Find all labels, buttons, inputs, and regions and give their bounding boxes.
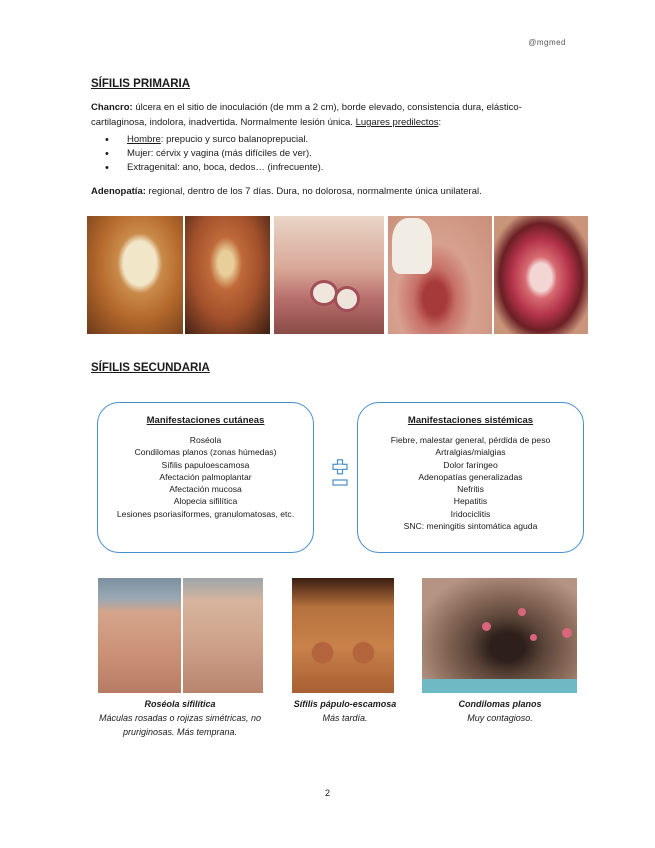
chancro-text: úlcera en el sitio de inoculación (de mm a 2 cm), borde elevado, consistencia dura, elástico-cartilaginosa, indolora, inadvertida. Normalmente lesión única. — [91, 102, 522, 128]
caption-roseola — [85, 697, 275, 739]
list-item: Nefritis — [457, 484, 484, 495]
cutaneous-list — [98, 434, 313, 520]
list-item: Roséola — [189, 435, 222, 445]
adenopatia-paragraph — [91, 184, 565, 199]
list-item: Lesiones psoriasiformes, granulomatosas, etc. — [116, 508, 295, 519]
chancre-photo-2 — [185, 216, 270, 334]
chancro-label: Chancro: — [91, 102, 133, 113]
caption-text: Máculas rosadas o rojizas simétricas, no pruriginosas. Más temprana. — [98, 713, 262, 737]
hombre-text: : prepucio y surco balanoprepucial. — [160, 134, 309, 145]
adenopatia-label: Adenopatía: — [91, 186, 146, 197]
roseola-photo-2 — [183, 578, 263, 693]
chancre-photo-1 — [87, 216, 183, 334]
list-item: Hepatitis — [453, 496, 488, 507]
papulosquamous-photo — [292, 578, 394, 693]
list-item-mujer: • Mujer: cérvix y vagina (más difíciles de ver). — [105, 147, 323, 161]
caption-title: Sífilis pápulo-escamosa — [293, 699, 397, 709]
caption-text: Muy contagioso. — [467, 713, 533, 723]
cutaneous-box — [97, 402, 314, 553]
lugares-list — [105, 133, 323, 175]
list-item: SNC: meningitis sintomática aguda — [403, 521, 538, 532]
list-item-hombre — [105, 133, 323, 147]
systemic-list — [358, 434, 583, 532]
page-number: 2 — [324, 788, 330, 798]
condylomata-photo — [422, 578, 577, 693]
systemic-box — [357, 402, 584, 553]
cutaneous-title: Manifestaciones cutáneas — [146, 415, 265, 426]
list-item: Afectación palmoplantar — [159, 471, 252, 482]
list-item: Fiebre, malestar general, pérdida de peso — [390, 435, 551, 445]
author-handle: @mgmed — [528, 38, 566, 47]
list-item-extragenital: • Extragenital: ano, boca, dedos… (infrecuente). — [105, 161, 323, 175]
systemic-title: Manifestaciones sistémicas — [407, 415, 534, 426]
lugares-colon: : — [438, 117, 442, 128]
caption-condylomata — [430, 697, 570, 725]
caption-title: Roséola sifilítica — [144, 699, 216, 709]
lugares-label: Lugares predilectos — [355, 117, 439, 128]
plus-minus-icon — [332, 459, 348, 493]
list-item: Dolor faríngeo — [443, 459, 498, 470]
adenopatia-text: regional, dentro de los 7 días. Dura, no dolorosa, normalmente única unilateral. — [145, 186, 482, 197]
caption-text: Más tardía. — [322, 713, 368, 723]
list-item: Sífilis papuloescamosa — [161, 459, 250, 470]
list-item: Alopecia sifilítica — [173, 496, 238, 507]
chancre-photo-4 — [388, 216, 492, 334]
caption-title: Condilomas planos — [458, 699, 542, 709]
chancre-photo-3 — [274, 216, 384, 334]
chancro-paragraph — [91, 100, 565, 130]
section-title-secundaria: SÍFILIS SECUNDARIA — [91, 362, 210, 374]
section-title-primaria: SÍFILIS PRIMARIA — [91, 78, 191, 90]
roseola-photo-1 — [98, 578, 181, 693]
caption-papulosquamous — [280, 697, 410, 725]
list-item: Iridociclitis — [450, 508, 491, 519]
chancre-photo-tongue — [494, 216, 588, 334]
hombre-label: Hombre — [127, 134, 161, 145]
list-item: Afectación mucosa — [169, 484, 242, 495]
list-item: Condilomas planos (zonas húmedas) — [134, 447, 277, 458]
list-item: Adenopatías generalizadas — [418, 471, 523, 482]
list-item: Artralgias/mialgias — [435, 447, 506, 458]
